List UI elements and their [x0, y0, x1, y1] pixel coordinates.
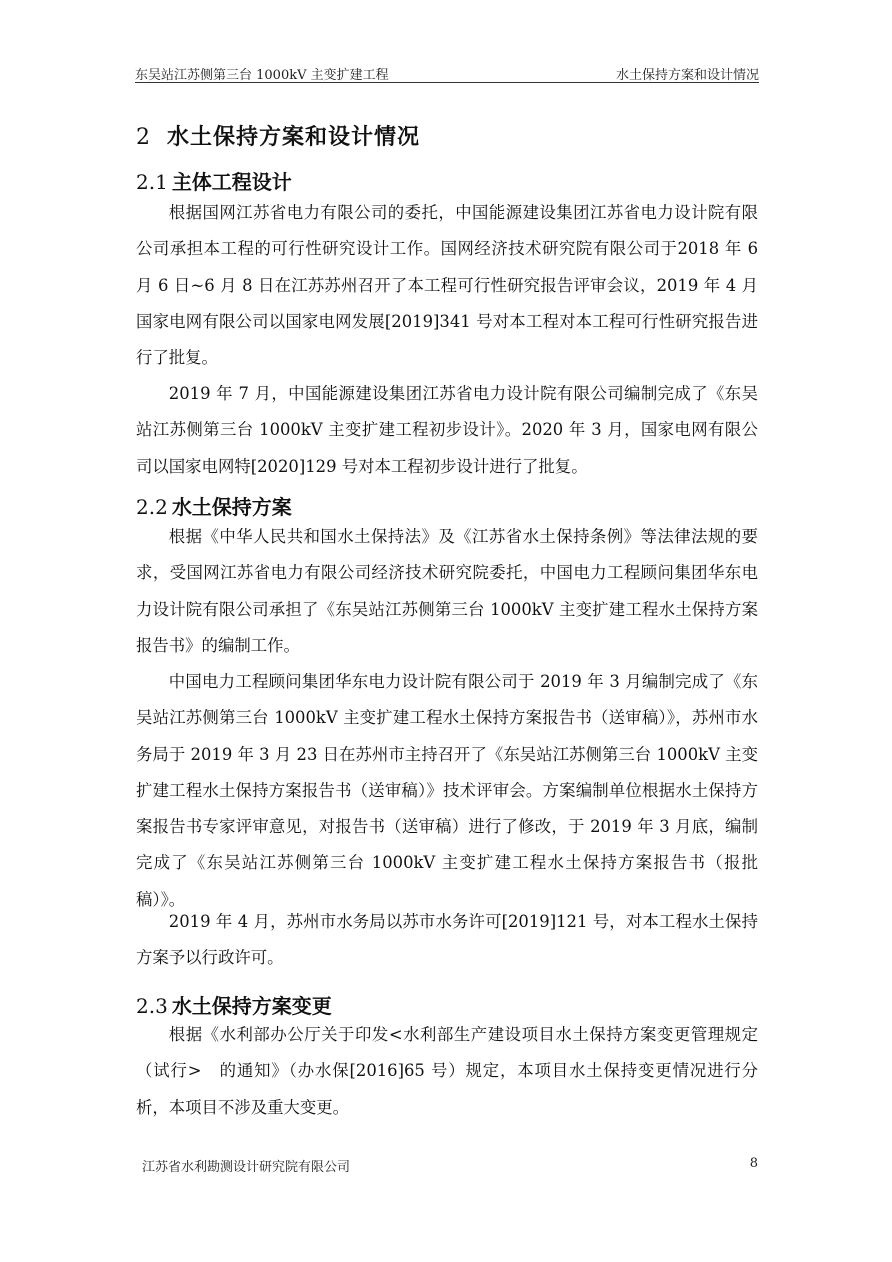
section-number: 2.1 [136, 170, 168, 194]
page-number: 8 [749, 1156, 758, 1171]
paragraph: 根据《中华人民共和国水土保持法》及《江苏省水土保持条例》等法律法规的要求，受国网江苏省电力有限公司经济技术研究院委托，中国电力工程顾问集团华东电力设计院有限公司承担了《东吴站江苏侧第三台 1000kV 主变扩建工程水土保持方案报告书》的编制工作。 [136, 527, 758, 655]
paragraph: 根据《水利部办公厅关于印发<水利部生产建设项目水土保持方案变更管理规定（试行> 的通知》（办水保[2016]65 号）规定，本项目水土保持变更情况进行分析，本项目不涉及重大变更。 [136, 1025, 758, 1117]
section-title: 主体工程设计 [171, 170, 292, 194]
header-project-title: 东吴站江苏侧第三台 1000kV 主变扩建工程 [135, 68, 389, 83]
section-heading-2-2 [136, 491, 292, 520]
page-header [135, 60, 759, 82]
section-heading-2-1 [136, 166, 292, 195]
paragraph: 根据国网江苏省电力有限公司的委托，中国能源建设集团江苏省电力设计院有限公司承担本工程的可行性研究设计工作。国网经济技术研究院有限公司于2018 年 6 月 6 日~6 月 8 日在江苏苏州召开了本工程可行性研究报告评审会议，2019 年 4 月国家电网有限公司以国家电网发展[2019]341 号对本工程对本工程可行性研究报告进行了批复。 [136, 203, 758, 368]
section-title: 水土保持方案 [171, 495, 292, 519]
section-title: 水土保持方案变更 [171, 994, 332, 1018]
paragraph: 中国电力工程顾问集团华东电力设计院有限公司于 2019 年 3 月编制完成了《东吴站江苏侧第三台 1000kV 主变扩建工程水土保持方案报告书（送审稿）》，苏州市水务局于 2019 年 3 月 23 日在苏州市主持召开了《东吴站江苏侧第三台 1000kV 主变扩建工程水土保持方案报告书（送审稿）》技术评审会。方案编制单位根据水土保持方案报告书专家评审意见，对报告书（送审稿）进行了修改，于 2019 年 3 月底，编制完成了《东吴站江苏侧第三台 1000kV 主变扩建工程水土保持方案报告书（报批稿）》。 [136, 672, 758, 909]
section-number: 2.2 [136, 495, 168, 519]
chapter-title: 水土保持方案和设计情况 [167, 124, 421, 150]
footer-organization: 江苏省水利勘测设计研究院有限公司 [142, 1160, 351, 1175]
paragraph: 2019 年 4 月，苏州市水务局以苏市水务许可[2019]121 号，对本工程水土保持方案予以行政许可。 [136, 912, 758, 968]
paragraph: 2019 年 7 月，中国能源建设集团江苏省电力设计院有限公司编制完成了《东吴站江苏侧第三台 1000kV 主变扩建工程初步设计》。2020 年 3 月，国家电网有限公司以国家电网特[2020]129 号对本工程初步设计进行了批复。 [136, 384, 758, 476]
header-chapter-title: 水土保持方案和设计情况 [615, 68, 759, 83]
section-heading-2-3 [136, 990, 332, 1019]
section-number: 2.3 [136, 994, 168, 1018]
chapter-number: 2 [136, 125, 151, 150]
chapter-heading [136, 120, 420, 151]
header-divider [135, 82, 759, 83]
